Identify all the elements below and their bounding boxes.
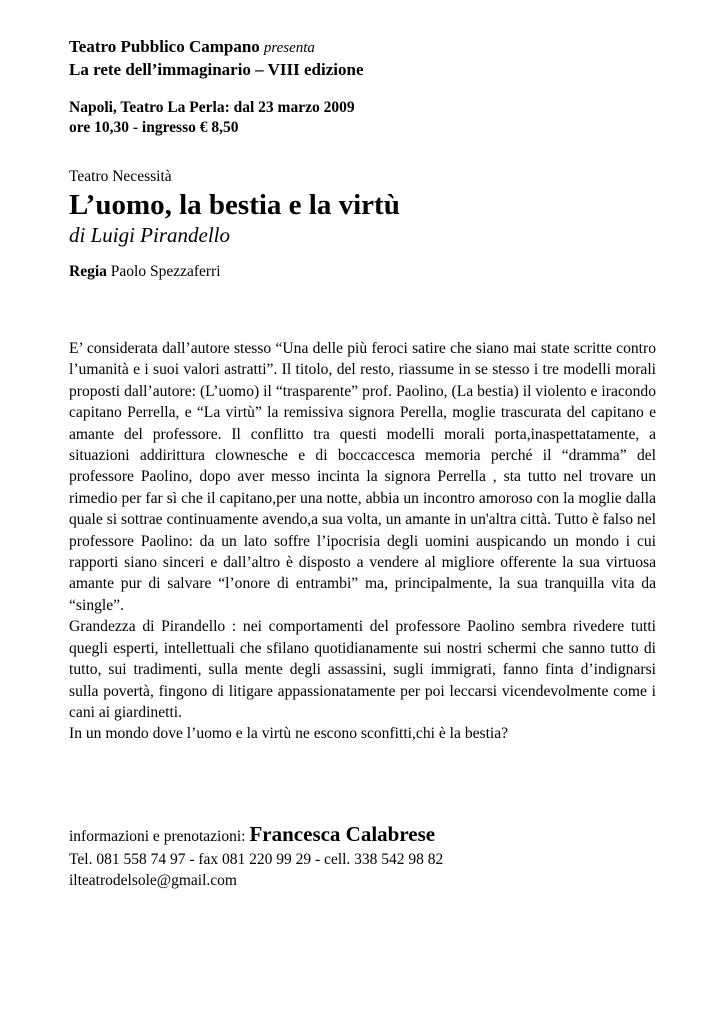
contact-info	[69, 822, 656, 891]
festival-title: La rete dell’immaginario – VIII edizione	[69, 60, 364, 79]
director-line	[69, 262, 656, 282]
theatre-company: Teatro Necessità	[69, 168, 172, 185]
show-title: L’uomo, la bestia e la virtù	[69, 189, 400, 221]
show-author: di Luigi Pirandello	[69, 223, 231, 247]
venue-place-date: Napoli, Teatro La Perla: dal 23 marzo 2009	[69, 99, 355, 116]
contact-name: Francesca Calabrese	[249, 822, 436, 846]
description-paragraph-3: In un mondo dove l’uomo e la virtù ne escono sconfitti,chi è la bestia?	[69, 725, 509, 743]
organizer-line	[69, 36, 656, 59]
contact-email: ilteatrodelsole@gmail.com	[69, 872, 237, 889]
description	[69, 338, 656, 745]
header	[69, 36, 656, 81]
contact-phones: Tel. 081 558 74 97 - fax 081 220 99 29 - cell. 338 542 98 82	[69, 851, 444, 868]
contact-line	[69, 822, 656, 849]
organizer: Teatro Pubblico Campano	[69, 37, 260, 56]
description-paragraph-2: Grandezza di Pirandello : nei comportamenti del professore Paolino sembra rivedere tutti quegli esperti, intellettuali che sfilano quotidianamente sui nostri schermi che sanno tutto di tutto, sui tradimenti, sulla mente degli assassini, sugli immigrati, fanno finta d’indignarsi sulla povertà, fingono di litigare appassionatamente per poi leccarsi vicendevolmente come i cani ai giardinetti.	[69, 618, 656, 721]
venue-info	[69, 98, 656, 138]
venue-time-price: ore 10,30 - ingresso € 8,50	[69, 119, 239, 136]
description-paragraph-1: E’ considerata dall’autore stesso “Una delle più feroci satire che siano mai state scritte contro l’umanità e i suoi valori astratti”. Il titolo, del resto, riassume in se stesso i tre modelli morali proposti dall’autore: (L’uomo) il “trasparente” prof. Paolino, (La bestia) il violento e iracondo capitano Perrella, e “La virtù” la remissiva signora Perella, moglie trascurata del capitano e amante del professore. Il conflitto tra questi modelli morali porta,inaspettatamente, a situazioni addirittura clownesche e di boccaccesca memoria perché il “dramma” del professore Paolino, dopo aver messo incinta la signora Perrella , sta tutto nel trovare un rimedio per far sì che il capitano,per una notte, abbia un incontro amoroso con la moglie dalla quale si sottrae continuamente avendo,a sua volta, un amante in un'altra città. Tutto è falso nel professore Paolino: da un lato soffre l’ipocrisia degli uomini auspicando un mondo i cui rapporti siano sinceri e dall’altro è disposto a vendere al migliore offerente la sua virtuosa amante pur di salvare “l’onore di entrambi” ma, principalmente, la sua tranquilla vita da “single”.	[69, 340, 656, 614]
presenta-label: presenta	[263, 40, 315, 56]
contact-label: informazioni e prenotazioni:	[69, 828, 246, 845]
director-name: Paolo Spezzaferri	[110, 263, 221, 280]
director-label: Regia	[69, 263, 107, 280]
